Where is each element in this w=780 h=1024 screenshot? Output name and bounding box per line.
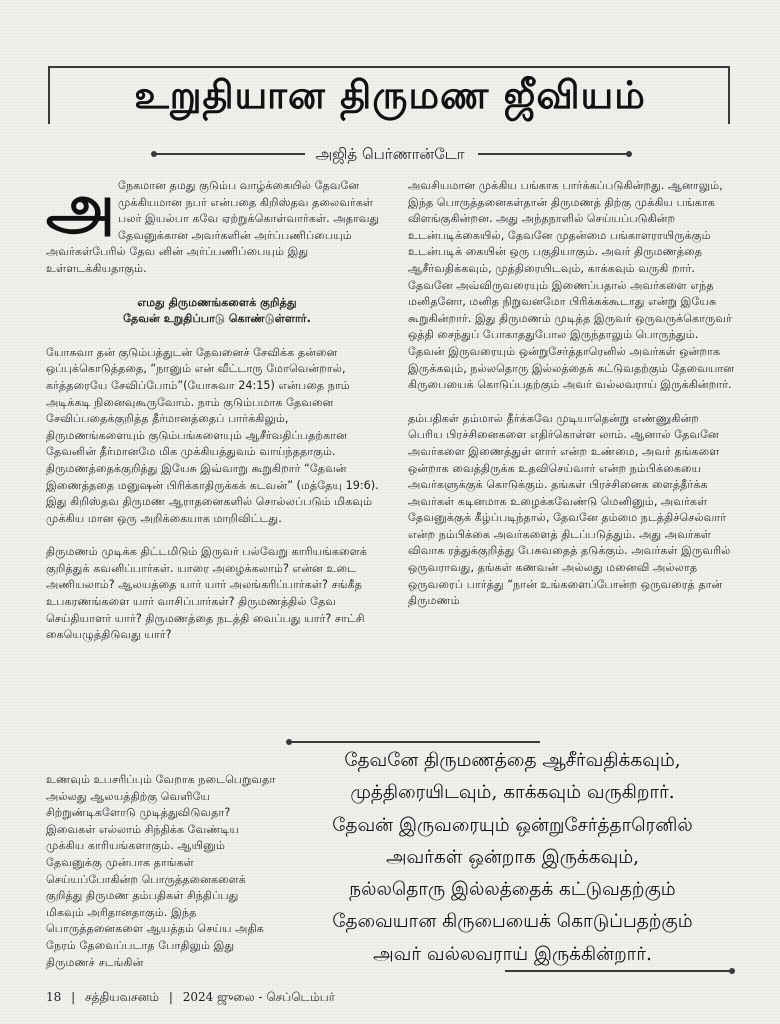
drop-cap: அ bbox=[46, 170, 115, 243]
pull-quote-line: அவர் வல்லவராய் இருக்கின்றார். bbox=[373, 943, 652, 965]
right-paragraph-2: தம்பதிகள் தம்மால் தீர்க்கவே முடியாதென்று எண்ணுகின்ற பெரிய பிரச்சினைகளை எதிர்கொள்ள லாம். ஆனால் தேவனே அவர்களை இணைத்துள் ளார் என்ற உண்மை, அவர் தங்களை ஒன்றாக வைத்திருக்க உதவிசெய்வார் என்ற நம்பிக்கையை அவர்களுக்குக் கொடுக்கும். தங்கள் பிரச்சினைக ளைத்தீர்க்க அவர்கள் கடினமாக உழைக்கவேண்டு மெனினும், அவர்கள் தேவனுக்குக் கீழ்ப்படிந்தால், தேவனே தம்மை நடத்திச்செல்வார் என்ற நம்பிக்கை அவர்களைத் திடப்படுத்தும். அது அவர்கள் விவாக ரத்துக்குறித்து பேசுவதைத் தடுக்கும். அவர்கள் இருவரில் ஒருவராவது, தங்கள் கணவன் அல்லது மனைவி அல்லாத ஒருவரைப் பார்த்து “நான் உங்களைப்போன்ற ஒருவரைத் தான் திருமணம் bbox=[408, 411, 731, 608]
body-paragraph-2: யோசுவா தன் குடும்பத்துடன் தேவனைச் சேவிக்க தன்னை ஒப்புக்கொடுத்ததை, “நானும் என் வீட்டாரு மோவென்றால், கர்த்தரையே சேவிப்போம்”(யோசுவா 24:15) என்பதை நாம் அடிக்கடி நினைவுகூருவோம். நாம் குடும்பமாக தேவனை சேவிப்பதைக்குறித்த தீர்மானத்தைப் பார்க்கிலும், திருமணங்களையும் குடும்பங்களையும் ஆசீர்வதிப்பதற்கான தேவனின் தீர்மானமே மிக முக்கியத்துவம் வாய்ந்ததாகும். திருமணத்தைக்குறித்து இயேசு இவ்வாறு கூறுகிறார் “தேவன் இணைத்ததை மனுஷன் பிரிக்காதிருக்கக் கடவன்” (மத்தேயு 19:6). இது கிறிஸ்தவ திருமண ஆராதனைகளில் சொல்லப்படும் மிகவும் முக்கிய மான ஒரு அறிக்கையாக மாறிவிட்டது. bbox=[46, 345, 379, 525]
issue-date: 2024 ஜுலை - செப்டெம்பர் bbox=[182, 990, 335, 1004]
pull-quote-line: தேவையான கிருபையைக் கொடுப்பதற்கும் bbox=[332, 911, 693, 933]
magazine-name: சத்தியவசனம் bbox=[84, 990, 159, 1004]
pullquote-rule-bottom-dot bbox=[729, 968, 735, 974]
left-column-narrow bbox=[46, 772, 278, 971]
body-paragraph-3: திருமணம் முடிக்க திட்டமிடும் இருவர் பல்வேறு காரியங்களைக் குறித்துக் கவனிப்பார்கள். யாரை அழைக்கலாம்? என்ன உடை அணியலாம்? ஆலயத்தை யார் யார் அலங்கரிப்பார்கள்? சங்கீத உபகரணங்களை யார் வாசிப்பார்கள்? திருமணத்தில் தேவ செய்தியாளர் யார்? திருமணத்தை நடத்தி வைப்பது யார்? சாட்சி கையெழுத்திடுவது யார்? bbox=[46, 545, 368, 642]
body-paragraph-3-continued: உணவும் உபசரிப்பும் வேறாக நடைபெறுவதா அல்லது ஆலயத்திற்கு வெளியே சிற்றுண்டிகளோடு முடித்துவிடுவதா? இவைகள் எல்லாம் சிந்திக்க வேண்டிய முக்கிய காரியங்களாகும். ஆயினும் தேவனுக்கு முன்பாக தாங்கள் செய்யப்போகின்ற பொருத்தனைகளைக் குறித்து திருமண தம்பதிகள் சிந்திப்பது மிகவும் அரிதானதாகும். இந்த பொருத்தனைகளை ஆயத்தம் செய்ய அதிக நேரம் தேவைப்படாத போதிலும் இது திருமணச் சடங்கின் bbox=[46, 773, 276, 969]
left-column bbox=[46, 170, 388, 644]
page-number: 18 bbox=[46, 990, 62, 1004]
footer-separator: | bbox=[168, 990, 173, 1004]
pull-quote-line: தேவன் இருவரையும் ஒன்றுசேர்த்தாரெனில் bbox=[332, 814, 693, 836]
article-title: உறுதியான திருமண ஜீவியம் bbox=[134, 72, 646, 117]
right-column bbox=[408, 178, 736, 610]
page-footer bbox=[46, 990, 341, 1006]
subhead-line-2: தேவன் உறுதிப்பாடு கொண்டுள்ளார். bbox=[123, 312, 311, 326]
intro-text: நேகமான தமது குடும்ப வாழ்க்கையில் தேவனே முக்கியமான நபர் என்பதை கிறிஸ்தவ தலைவர்கள் பலர் இயல்பா கவே ஏற்றுக்கொள்வார்கள். அதாவது தேவனுக்கான அவர்களின் அர்ப்பணிப்பையும் அவர்கள்பேரில் தேவ னின் அர்ப்பணிப்பையும் இது உள்ளடக்கியதாகும். bbox=[46, 179, 380, 275]
pull-quote-line: தேவனே திருமணத்தை ஆசீர்வதிக்கவும், bbox=[344, 750, 681, 771]
footer-separator: | bbox=[71, 990, 76, 1004]
pull-quote-line: அவர்கள் ஒன்றாக இருக்கவும், bbox=[385, 846, 640, 868]
pull-quote-line: முத்திரையிடவும், காக்கவும் வருகிறார். bbox=[350, 782, 675, 804]
pull-quote-line: நல்லதொரு இல்லத்தைக் கட்டுவதற்கும் bbox=[349, 879, 676, 901]
subhead-line-1: எமது திருமணங்களைக் குறித்து bbox=[137, 295, 297, 309]
pull-quote bbox=[290, 745, 735, 971]
title-frame-top bbox=[48, 66, 730, 68]
pullquote-rule-top bbox=[290, 741, 540, 743]
right-paragraph-1: அவசியமான முக்கிய பங்காக பார்க்கப்படுகின்றது. ஆனாலும், இந்த பொருத்தனைகள்தான் திருமணத் திற்கு முக்கிய பங்காக விளங்குகின்றன. அது அந்தநாளில் செய்யப்படுகின்ற உடன்படிக்கையில், தேவனே முதன்மை பங்காளராயிருக்கும் உடன்படிக் கையின் ஒரு பகுதியாகும். அவர் திருமணத்தை ஆசீர்வதிக்கவும், முத்திரையிடவும், காக்கவும் வருகி றார். தேவனே அவ்விருவரையும் இணைப்பதால் அவர்களை எந்த மனிதனோ, மனித நிறுவனமோ பிரிக்கக்கூடாது என்று இயேசு கூறுகின்றார். இது திருமணம் முடித்த இருவர் ஒருவருக்கொருவர் ஒத்தி சைந்துப் போகாததுபோல இருந்தாலும் பொருந்தும். தேவன் இருவரையும் ஒன்றுசேர்த்தாரெனில் அவர்கள் ஒன்றாக இருக்கவும், நல்லதொரு இல்லத்தைக் கட்டுவதற்கும் தேவையான கிருபையைக் கொடுப்பதற்கும் அவர் வல்லவராய் இருக்கின்றார். bbox=[408, 179, 735, 392]
intro-paragraph bbox=[46, 170, 388, 278]
article-author: அஜித் பெர்ணான்டோ bbox=[315, 145, 465, 163]
pullquote-rule-bottom bbox=[505, 970, 733, 972]
